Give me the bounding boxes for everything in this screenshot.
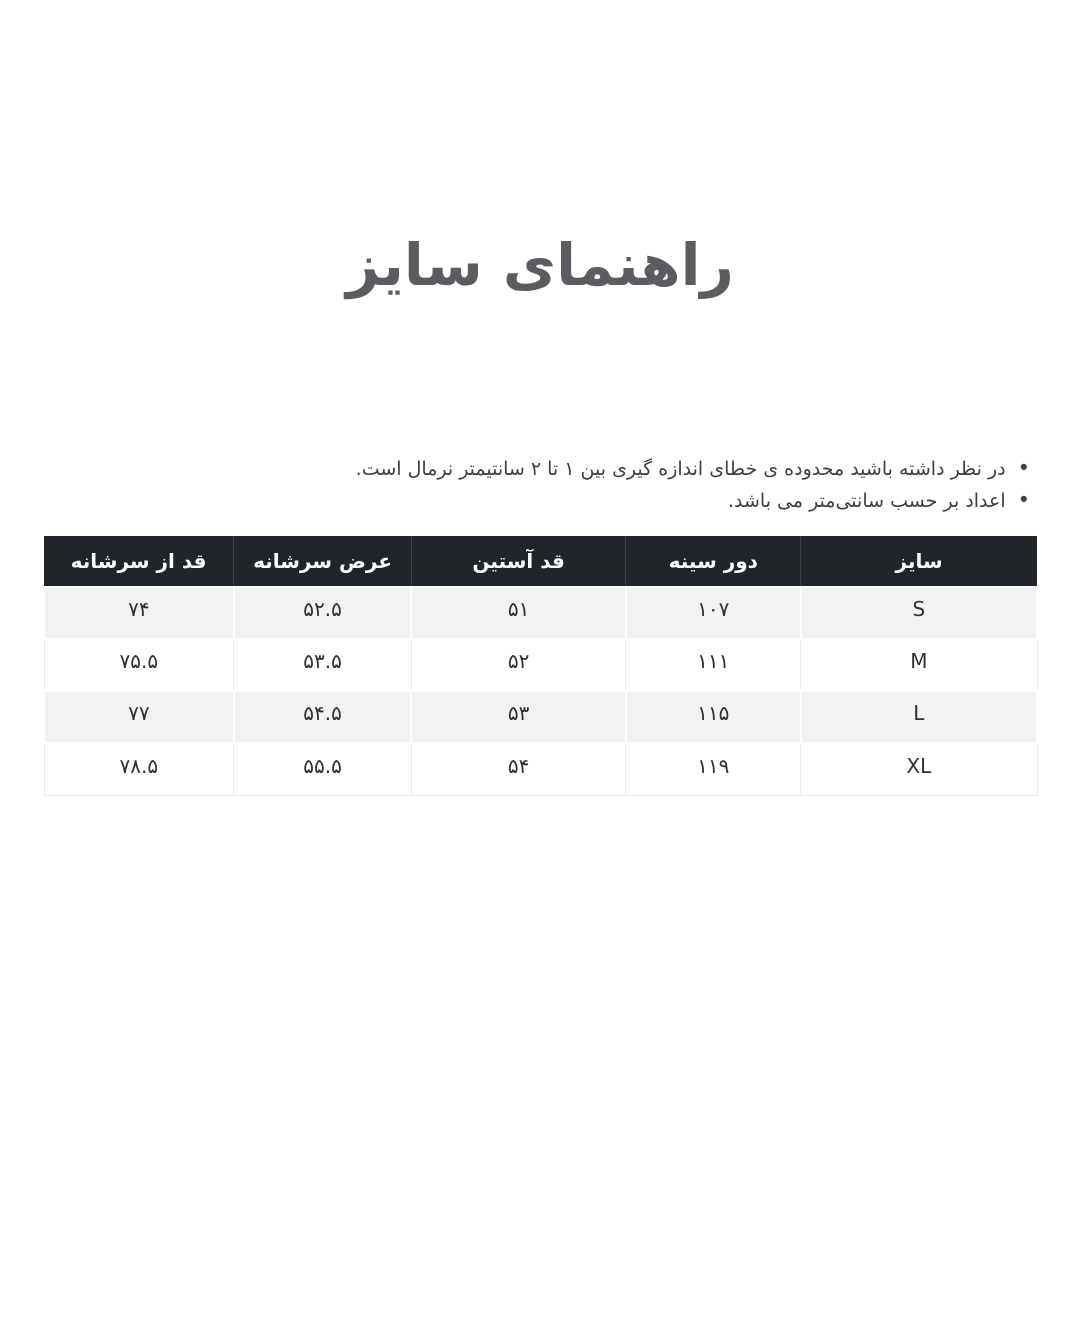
table-cell: M	[801, 639, 1037, 691]
table-cell: S	[801, 587, 1037, 639]
header-cell-size: سایز	[801, 536, 1037, 587]
header-cell-shoulder-width: عرض سرشانه	[234, 536, 412, 587]
table-cell: ۵۲.۵	[234, 587, 412, 639]
table-cell: ۵۱	[411, 587, 625, 639]
table-cell: ۷۸.۵	[44, 743, 234, 795]
table-cell: XL	[801, 743, 1037, 795]
note-item-measurement-tolerance: • در نظر داشته باشید محدوده ی خطای اندازه گیری بین ۱ تا ۲ سانتیمتر نرمال است.	[0, 453, 1030, 485]
table-cell: L	[801, 691, 1037, 743]
page-title: راهنمای سایز	[346, 231, 734, 299]
table-cell: ۵۵.۵	[234, 743, 412, 795]
note-item-unit-centimeter: • اعداد بر حسب سانتی‌متر می باشد.	[0, 485, 1030, 517]
table-row-size-xl	[44, 743, 1037, 795]
table-cell: ۱۱۹	[626, 743, 801, 795]
table-row-size-s	[44, 587, 1037, 639]
table-row-size-m	[44, 639, 1037, 691]
notes-list	[0, 453, 1030, 517]
header-cell-sleeve-length: قد آستین	[411, 536, 625, 587]
table-cell: ۷۵.۵	[44, 639, 234, 691]
table-cell: ۱۱۵	[626, 691, 801, 743]
table-cell: ۵۳	[411, 691, 625, 743]
table-row-size-l	[44, 691, 1037, 743]
table-cell: ۱۰۷	[626, 587, 801, 639]
table-cell: ۵۳.۵	[234, 639, 412, 691]
size-table-container	[43, 536, 1038, 796]
header-cell-chest: دور سینه	[626, 536, 801, 587]
table-cell: ۵۲	[411, 639, 625, 691]
table-cell: ۵۴.۵	[234, 691, 412, 743]
table-cell: ۵۴	[411, 743, 625, 795]
table-cell: ۷۴	[44, 587, 234, 639]
header-cell-length-from-shoulder: قد از سرشانه	[44, 536, 234, 587]
table-cell: ۱۱۱	[626, 639, 801, 691]
table-cell: ۷۷	[44, 691, 234, 743]
size-guide-table	[43, 536, 1038, 796]
table-header-row	[44, 536, 1037, 587]
